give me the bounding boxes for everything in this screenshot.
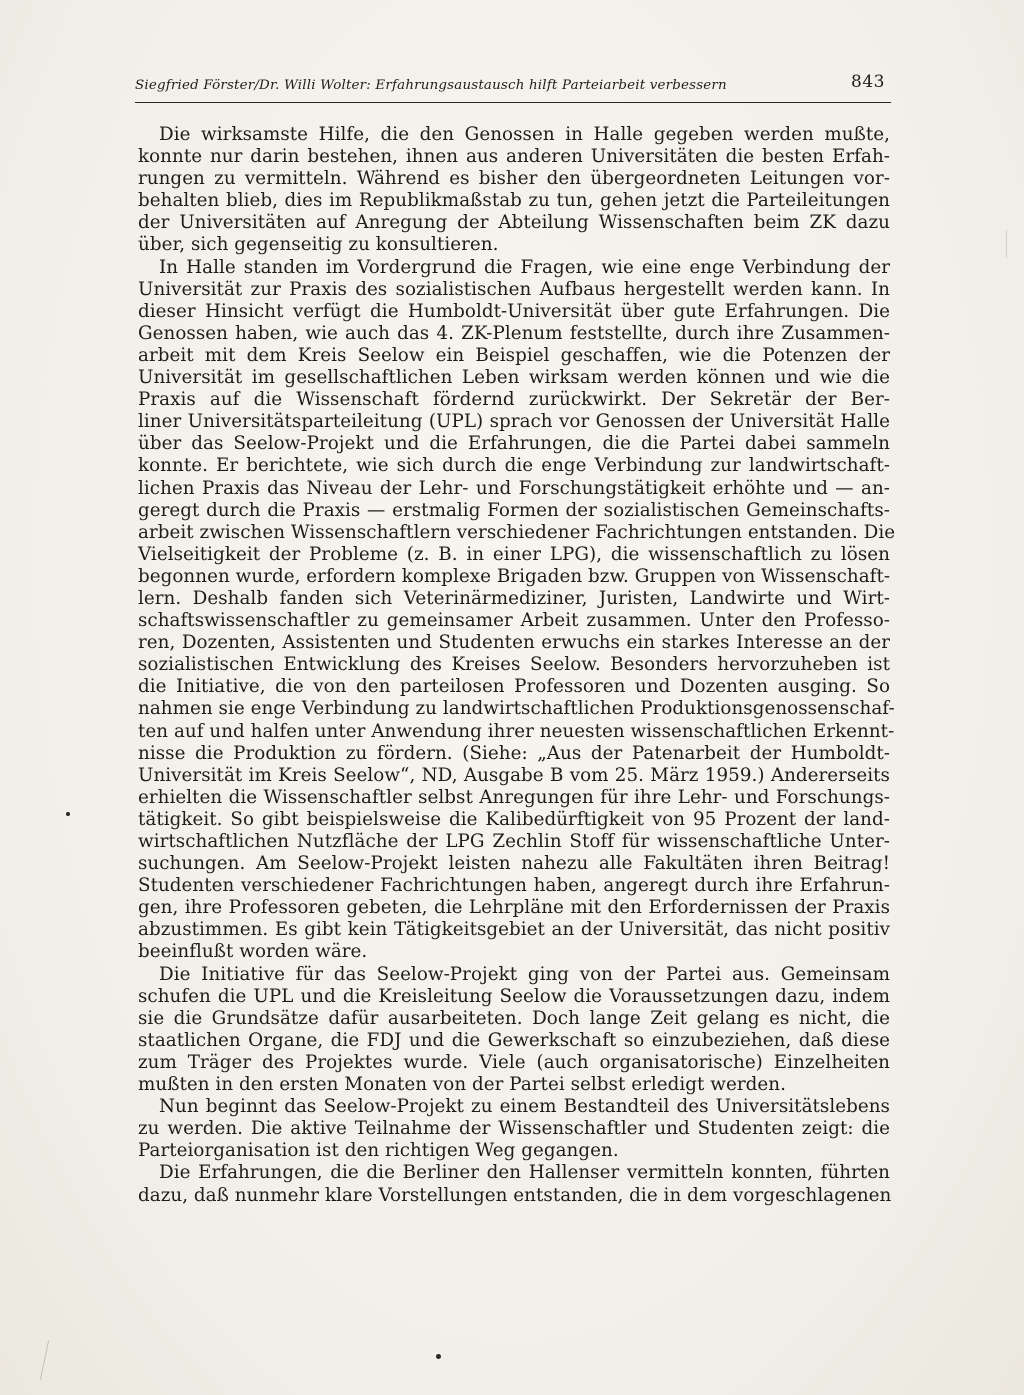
text-line: Parteiorganisation ist den richtigen Weg gegangen. [138,1140,619,1162]
text-line: beeinflußt worden wäre. [138,941,368,963]
ink-speck [66,812,70,816]
text-line: der Universitäten auf Anregung der Abteilung Wissenschaften beim ZK dazu [138,212,890,234]
text-line: arbeit zwischen Wissenschaftlern verschiedener Fachrichtungen entstanden. Die [138,521,896,543]
text-line: zum Träger des Projektes wurde. Viele (auch organisatorische) Einzelheiten [138,1051,890,1073]
text-line: erhielten die Wissenschaftler selbst Anregungen für ihre Lehr- und Forschungs- [138,786,890,808]
text-line: über das Seelow-Projekt und die Erfahrungen, die die Partei dabei sammeln [138,433,890,455]
text-line: ren, Dozenten, Assistenten und Studenten erwuchs ein starkes Interesse an der [138,632,890,654]
text-line: arbeit mit dem Kreis Seelow ein Beispiel geschaffen, wie die Potenzen der [138,344,890,366]
text-line: Studenten verschiedener Fachrichtungen haben, angeregt durch ihre Erfahrun- [138,875,890,897]
text-line: Die Erfahrungen, die die Berliner den Hallenser vermitteln konnten, führten [159,1162,890,1184]
paragraph-3 [138,964,890,1097]
page-number: 843 [851,72,885,92]
text-line: ten auf und halfen unter Anwendung ihrer neuesten wissenschaftlichen Erkennt- [138,720,895,742]
text-line: Universität zur Praxis des sozialistischen Aufbaus hergestellt werden kann. In [138,278,890,300]
paragraph-1 [138,124,890,257]
text-line: zu werden. Die aktive Teilnahme der Wissenschaftler und Studenten zeigt: die [138,1118,890,1140]
text-line: Universität im gesellschaftlichen Leben wirksam werden können und wie die [138,367,890,389]
paragraph-2 [138,256,896,964]
text-line: sozialistischen Entwicklung des Kreises Seelow. Besonders hervorzuheben ist [138,654,890,676]
text-line: konnte nur darin bestehen, ihnen aus anderen Universitäten die besten Erfah- [138,146,890,168]
text-line: lichen Praxis das Niveau der Lehr- und Forschungstätigkeit erhöhte und — an- [138,477,890,499]
text-line: staatlichen Organe, die FDJ und die Gewerkschaft so einzubeziehen, daß diese [138,1029,890,1051]
text-line: behalten blieb, dies im Republikmaßstab zu tun, gehen jetzt die Parteileitungen [138,190,890,212]
text-line: tätigkeit. So gibt beispielsweise die Kalibedürftigkeit von 95 Prozent der land- [138,808,890,830]
text-line: dieser Hinsicht verfügt die Humboldt-Universität über gute Erfahrungen. Die [138,300,890,322]
text-line: lern. Deshalb fanden sich Veterinärmediziner, Juristen, Landwirte und Wirt- [138,587,890,609]
text-line: Nun beginnt das Seelow-Projekt zu einem Bestandteil des Universitätslebens [159,1096,890,1118]
text-line: schaftswissenschaftler zu gemeinsamer Arbeit zusammen. Unter den Professo- [138,610,890,632]
text-line: rungen zu vermitteln. Während es bisher den übergeordneten Leitungen vor- [138,168,890,190]
paragraph-4 [138,1096,890,1162]
text-line: begonnen wurde, erfordern komplexe Brigaden bzw. Gruppen von Wissenschaft- [138,565,891,587]
text-line: Die wirksamste Hilfe, die den Genossen in Halle gegeben werden mußte, [159,124,890,145]
article-body [138,124,896,1207]
text-line: mußten in den ersten Monaten von der Partei selbst erledigt werden. [138,1074,786,1096]
running-header [135,74,891,103]
margin-mark [40,1340,49,1379]
text-line: nahmen sie enge Verbindung zu landwirtschaftlichen Produktionsgenossenschaf- [138,698,895,720]
text-line: suchungen. Am Seelow-Projekt leisten nahezu alle Fakultäten ihren Beitrag! [138,853,890,875]
text-line: liner Universitätsparteileitung (UPL) sprach vor Genossen der Universität Halle [138,411,890,433]
ink-speck [436,1354,441,1359]
text-line: dazu, daß nunmehr klare Vorstellungen entstanden, die in dem vorgeschlagenen [138,1184,892,1206]
text-line: konnte. Er berichtete, wie sich durch die enge Verbindung zur landwirtschaft- [138,455,890,477]
text-line: Vielseitigkeit der Probleme (z. B. in einer LPG), die wissenschaftlich zu lösen [138,543,890,565]
text-line: Die Initiative für das Seelow-Projekt ging von der Partei aus. Gemeinsam [159,963,890,985]
text-line: In Halle standen im Vordergrund die Fragen, wie eine enge Verbindung der [159,256,890,278]
text-line: über, sich gegenseitig zu konsultieren. [138,234,499,256]
text-line: Universität im Kreis Seelow“, ND, Ausgabe B vom 25. März 1959.) Andererseits [138,764,890,786]
text-line: wirtschaftlichen Nutzfläche der LPG Zechlin Stoff für wissenschaftliche Unter- [138,831,890,852]
text-line: nisse die Produktion zu fördern. (Siehe: „Aus der Patenarbeit der Humboldt- [138,742,890,764]
text-line: sie die Grundsätze dafür ausarbeiteten. Doch lange Zeit gelang es nicht, die [138,1007,890,1029]
text-line: Praxis auf die Wissenschaft fördernd zurückwirkt. Der Sekretär der Ber- [138,389,890,411]
running-title: Siegfried Förster/Dr. Willi Wolter: Erfahrungsaustausch hilft Parteiarbeit verbessern [135,78,727,93]
paragraph-5 [138,1162,890,1206]
margin-mark [1006,230,1007,258]
text-line: geregt durch die Praxis — erstmalig Formen der sozialistischen Gemeinschafts- [138,499,890,521]
text-line: die Initiative, die von den parteilosen Professoren und Dozenten ausging. So [138,676,890,698]
text-line: gen, ihre Professoren gebeten, die Lehrpläne mit den Erfordernissen der Praxis [138,897,890,919]
text-line: Genossen haben, wie auch das 4. ZK-Plenum feststellte, durch ihre Zusammen- [138,322,890,344]
text-line: schufen die UPL und die Kreisleitung Seelow die Voraussetzungen dazu, indem [138,985,890,1007]
text-line: abzustimmen. Es gibt kein Tätigkeitsgebiet an der Universität, das nicht positiv [138,919,890,941]
